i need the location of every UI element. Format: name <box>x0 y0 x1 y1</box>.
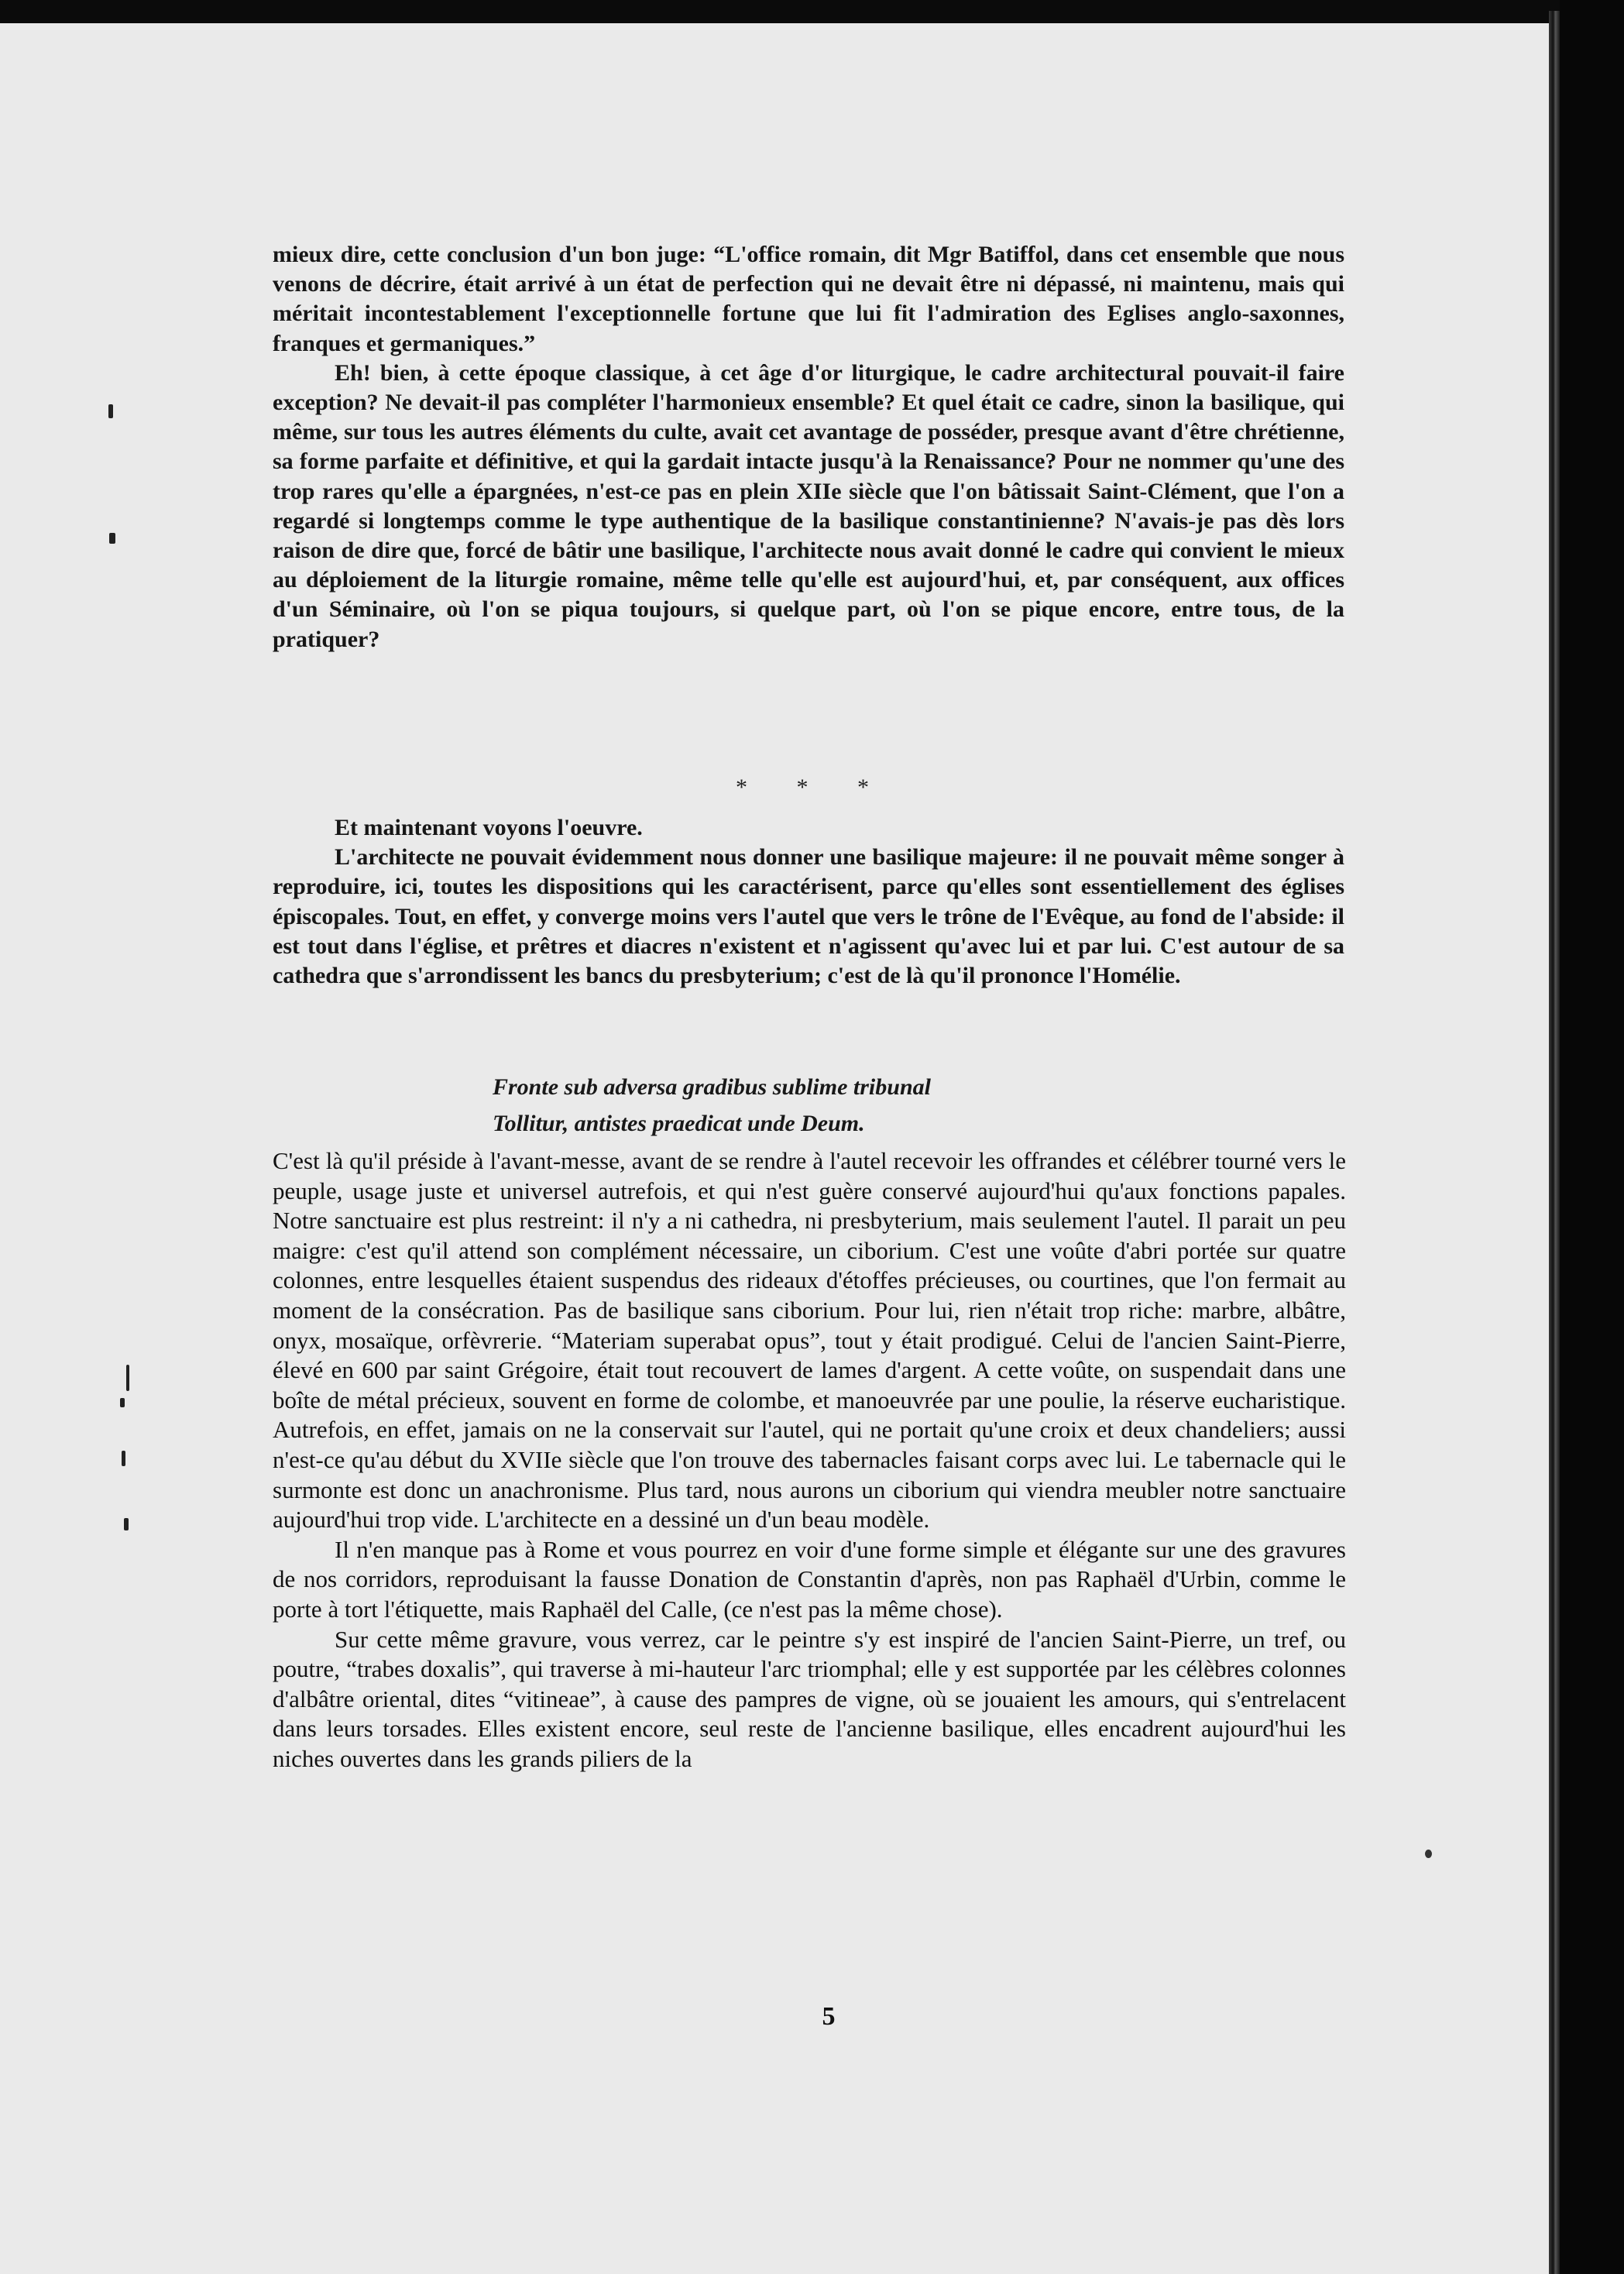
paragraph: L'architecte ne pouvait évidemment nous donner une basilique majeure: il ne pouvait même songer à reproduire, ici, toutes les dispositions qui les caractérisent, parce qu'elles sont essentiellement des églises épiscopales. Tout, en effet, y converge moins vers l'autel que vers le trône de l'Evêque, au fond de l'abside: il est tout dans l'église, et prêtres et diacres n'existent et n'agissent qu'avec lui et par lui. C'est autour de sa cathedra que s'arrondissent les bancs du presbyterium; c'est de là qu'il prononce l'Homélie. <box>273 844 1344 989</box>
paragraph: Eh! bien, à cette époque classique, à cet âge d'or liturgique, le cadre architectural pouvait-il faire exception? Ne devait-il pas compléter l'harmonieux ensemble? Et quel était ce cadre, sinon la basilique, qui même, sur tous les autres éléments du culte, avait cet avantage de posséder, presque avant d'être chrétienne, sa forme parfaite et définitive, et qui la gardait intacte jusqu'à la Renaissance? Pour ne nommer qu'une des trop rares qu'elle a épargnées, n'est-ce pas en plein XIIe siècle que l'on bâtissait Saint-Clément, que l'on a regardé si longtemps comme le type authentique de la basilique constantinienne? N'avais-je pas dès lors raison de dire que, forcé de bâtir une basilique, l'architecte nous avait donné le cadre qui convient le mieux au déploiement de la liturgie romaine, même telle qu'elle est aujourd'hui, et, par conséquent, aux offices d'un Séminaire, où l'on se piqua toujours, si quelque part, où l'on se pique encore, entre tous, de la pratiquer? <box>273 359 1344 652</box>
verse-line: Tollitur, antistes praedicat unde Deum. <box>493 1111 865 1136</box>
paragraph: mieux dire, cette conclusion d'un bon juge: “L'office romain, dit Mgr Batiffol, dans cet ensemble que nous venons de décrire, était arrivé à un état de perfection qui ne devait être ni dépassé, ni maintenu, mais qui méritait incontestablement l'exceptionnelle fortune que lui fit l'admiration des Eglises anglo-saxonnes, franques et germaniques.” <box>273 242 1344 356</box>
section-separator: * * * <box>736 775 891 800</box>
text-section-1 <box>273 240 1344 654</box>
paragraph: C'est là qu'il préside à l'avant-messe, avant de se rendre à l'autel recevoir les offrandes et célébrer tourné vers le peuple, usage juste et universel autrefois, et qui n'est guère conservé aujourd'hui qu'aux fonctions papales. Notre sanctuaire est plus restreint: il n'y a ni cathedra, ni presbyterium, mais seulement l'autel. Il parait un peu maigre: c'est qu'il attend son complément nécessaire, un ciborium. C'est une voûte d'abri portée sur quatre colonnes, entre lesquelles étaient suspendus des rideaux d'étoffes précieuses, ou courtines, que l'on fermait au moment de la consécration. Pas de basilique sans ciborium. Pour lui, rien n'était trop riche: marbre, albâtre, onyx, mosaïque, orfèvrerie. “Materiam superabat opus”, tout y était prodigué. Celui de l'ancien Saint-Pierre, élevé en 600 par saint Grégoire, était tout recouvert de lames d'argent. A cette voûte, on suspendait dans une boîte de métal précieux, souvent en forme de colombe, et manoeuvrée par une poulie, la réserve eucharistique. Autrefois, en effet, jamais on ne la conservait sur l'autel, qui ne portait qu'une croix et deux chandeliers; aussi n'est-ce qu'au début du XVIIe siècle que l'on trouve des tabernacles faisant corps avec lui. Le tabernacle qui le surmonte est donc un anachronisme. Plus tard, nous aurons un ciborium qui viendra meubler notre sanctuaire aujourd'hui trop vide. L'architecte en a dessiné un d'un beau modèle. <box>273 1147 1346 1534</box>
page-number: 5 <box>822 2002 836 2031</box>
margin-mark <box>108 404 113 418</box>
margin-mark <box>126 1365 129 1391</box>
paragraph: Il n'en manque pas à Rome et vous pourrez en voir d'une forme simple et élégante sur une des gravures de nos corridors, reproduisant la fausse Donation de Constantin d'après, non pas Raphaël d'Urbin, comme le porte à tort l'étiquette, mais Raphaël del Calle, (ce n'est pas la même chose). <box>273 1535 1346 1623</box>
latin-verse <box>493 1069 1190 1142</box>
scanner-border <box>1560 0 1624 2274</box>
paragraph: Et maintenant voyons l'oeuvre. <box>335 815 643 840</box>
text-section-3 <box>273 1146 1346 1774</box>
page-edge-shadow <box>1549 11 1560 2274</box>
verse-line: Fronte sub adversa gradibus sublime tribunal <box>493 1074 931 1100</box>
margin-mark <box>122 1451 125 1466</box>
text-section-2 <box>273 813 1344 991</box>
margin-mark <box>120 1398 125 1407</box>
margin-mark <box>109 533 115 544</box>
margin-dot <box>1425 1850 1432 1858</box>
margin-mark <box>124 1518 129 1530</box>
paragraph: Sur cette même gravure, vous verrez, car le peintre s'y est inspiré de l'ancien Saint-Pierre, un tref, ou poutre, “trabes doxalis”, qui traverse à mi-hauteur l'arc triomphal; elle y est supportée par les célèbres colonnes d'albâtre oriental, dites “vitineae”, à cause des pampres de vigne, où se jouaient les amours, qui s'entrelacent dans leurs torsades. Elles existent encore, seul reste de l'ancienne basilique, elles encadrent aujourd'hui les niches ouvertes dans les grands piliers de la <box>273 1625 1346 1772</box>
